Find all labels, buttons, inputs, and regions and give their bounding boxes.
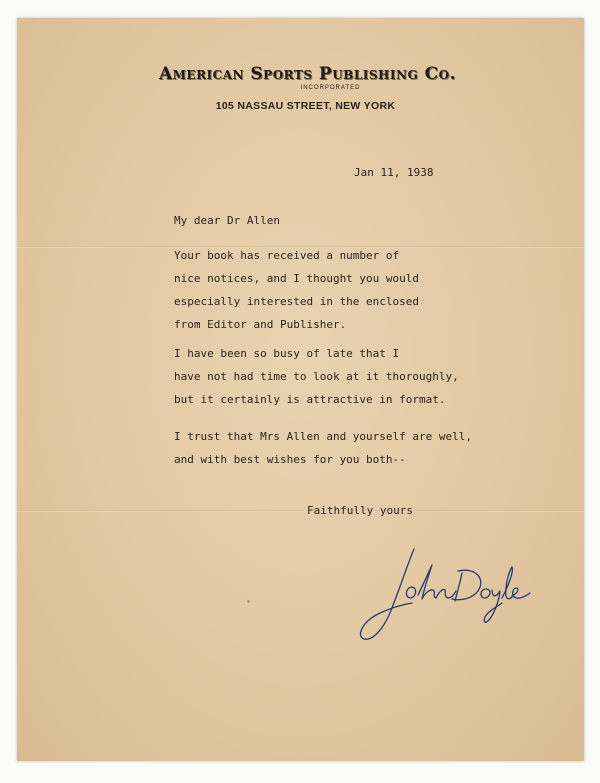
paragraph-line: but it certainly is attractive in format. [174, 393, 446, 406]
paragraph-line: and with best wishes for you both-- [174, 453, 406, 466]
paragraph-1 [174, 244, 419, 336]
letter-page [17, 18, 584, 761]
closing: Faithfully yours [307, 504, 413, 517]
salutation: My dear Dr Allen [174, 214, 280, 227]
company-name: American Sports Publishing Co. [158, 64, 457, 84]
paragraph-line: Your book has received a number of [174, 249, 400, 262]
company-address: 105 NASSAU STREET, NEW YORK [215, 100, 396, 112]
fold-line [17, 510, 584, 512]
paragraph-line: especially interested in the enclosed [174, 295, 420, 308]
paragraph-line: from Editor and Publisher. [174, 318, 347, 331]
paragraph-line: nice notices, and I thought you would [174, 272, 420, 285]
paragraph-3 [174, 425, 472, 471]
incorporated-label: INCORPORATED [300, 85, 361, 91]
paragraph-line: I have been so busy of late that I [174, 347, 400, 360]
paragraph-2 [174, 342, 459, 411]
paper-spot [247, 600, 250, 603]
signature-image [342, 543, 532, 648]
paragraph-line: have not had time to look at it thoroughly, [174, 370, 459, 383]
letterhead [17, 64, 584, 112]
letter-date: Jan 11, 1938 [354, 166, 434, 179]
paragraph-line: I trust that Mrs Allen and yourself are well, [174, 430, 473, 443]
